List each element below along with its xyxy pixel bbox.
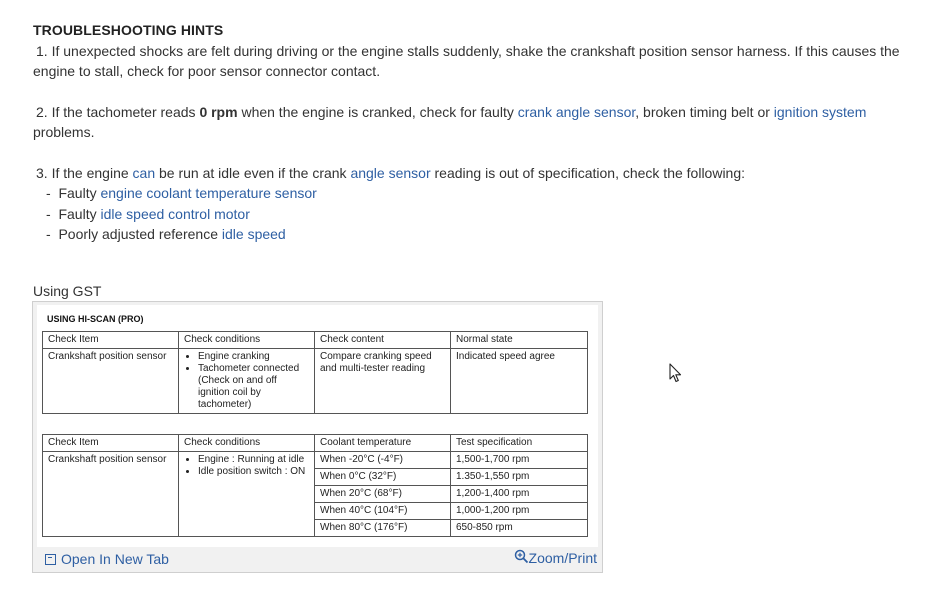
table-cell: • Engine : Running at idle • Idle position switch : ON <box>179 452 315 537</box>
angle-sensor-link[interactable]: angle sensor <box>350 164 431 181</box>
table-cell: 650-850 rpm <box>451 520 588 537</box>
check-list <box>46 183 923 245</box>
table-cell: When 40°C (104°F) <box>315 503 451 520</box>
table-cell: 1,200-1,400 rpm <box>451 486 588 503</box>
zoom-print-link[interactable]: Zoom/Print <box>514 549 597 566</box>
table-row <box>43 349 588 414</box>
zero-rpm-text: 0 rpm <box>199 103 238 120</box>
table-cell: Indicated speed agree <box>451 349 588 414</box>
table-cell: Crankshaft position sensor <box>43 349 179 414</box>
idle-speed-control-motor-link[interactable]: idle speed control motor <box>100 205 250 222</box>
table-header: Check conditions <box>179 435 315 452</box>
table-header: Check Item <box>43 435 179 452</box>
table-cell: Crankshaft position sensor <box>43 452 179 537</box>
table-cell: 1,000-1,200 rpm <box>451 503 588 520</box>
table-header: Test specification <box>451 435 588 452</box>
figure-box <box>32 301 603 573</box>
idle-speed-link[interactable]: idle speed <box>221 226 286 242</box>
idle-speed-spec-table <box>42 434 588 537</box>
troubleshooting-hints <box>33 20 923 245</box>
mouse-cursor-icon <box>669 363 683 385</box>
table-cell: When -20°C (-4°F) <box>315 452 451 469</box>
zoom-in-icon <box>514 549 529 564</box>
ignition-system-link[interactable]: ignition system <box>773 103 867 120</box>
table-cell: When 0°C (32°F) <box>315 469 451 486</box>
table-cell: 1.350-1,550 rpm <box>451 469 588 486</box>
crank-angle-sensor-link[interactable]: crank angle sensor <box>517 103 636 120</box>
list-item: - Faulty idle speed control motor <box>46 204 923 225</box>
table-cell: Compare cranking speed and multi-tester reading <box>315 349 451 414</box>
table-row <box>43 452 588 469</box>
table-header: Check conditions <box>179 332 315 349</box>
hint-3: 3. If the engine can be run at idle even if the crank angle sensor reading is out of specification, check the following: - Faulty engine coolant temperature sensor - Faulty idle speed control motor - Poorly adjusted reference idle speed <box>33 163 923 245</box>
table-cell: 1,500-1,700 rpm <box>451 452 588 469</box>
table-header: Check Item <box>43 332 179 349</box>
new-tab-icon <box>45 554 56 565</box>
list-item: - Poorly adjusted reference idle speed <box>46 224 923 245</box>
list-item: - Faulty engine coolant temperature sensor <box>46 183 923 204</box>
figure-heading: USING HI-SCAN (PRO) <box>47 314 144 324</box>
can-link[interactable]: can <box>132 164 156 181</box>
table-header: Check content <box>315 332 451 349</box>
open-in-new-tab-link[interactable]: Open In New Tab <box>45 551 169 567</box>
hint-1: 1. If unexpected shocks are felt during driving or the engine stalls suddenly, shake the crankshaft position sensor harness. If this causes the engine to stall, check for poor sensor connector contact. <box>33 42 900 79</box>
table-header: Coolant temperature <box>315 435 451 452</box>
hint-2: 2. If the tachometer reads 0 rpm when the engine is cranked, check for faulty crank angle sensor, broken timing belt or ignition system problems. <box>33 103 867 140</box>
table-header-row <box>43 332 588 349</box>
table-cell: When 20°C (68°F) <box>315 486 451 503</box>
table-header-row <box>43 435 588 452</box>
figure-image[interactable] <box>37 305 598 547</box>
table-header: Normal state <box>451 332 588 349</box>
table-cell: When 80°C (176°F) <box>315 520 451 537</box>
table-cell: • Engine cranking • Tachometer connected (Check on and off ignition coil by tachometer) <box>179 349 315 414</box>
cranking-check-table <box>42 331 588 414</box>
using-gst-title: Using GST <box>33 283 102 299</box>
engine-coolant-temperature-sensor-link[interactable]: engine coolant temperature sensor <box>100 185 317 201</box>
hints-title: TROUBLESHOOTING HINTS <box>33 22 224 38</box>
